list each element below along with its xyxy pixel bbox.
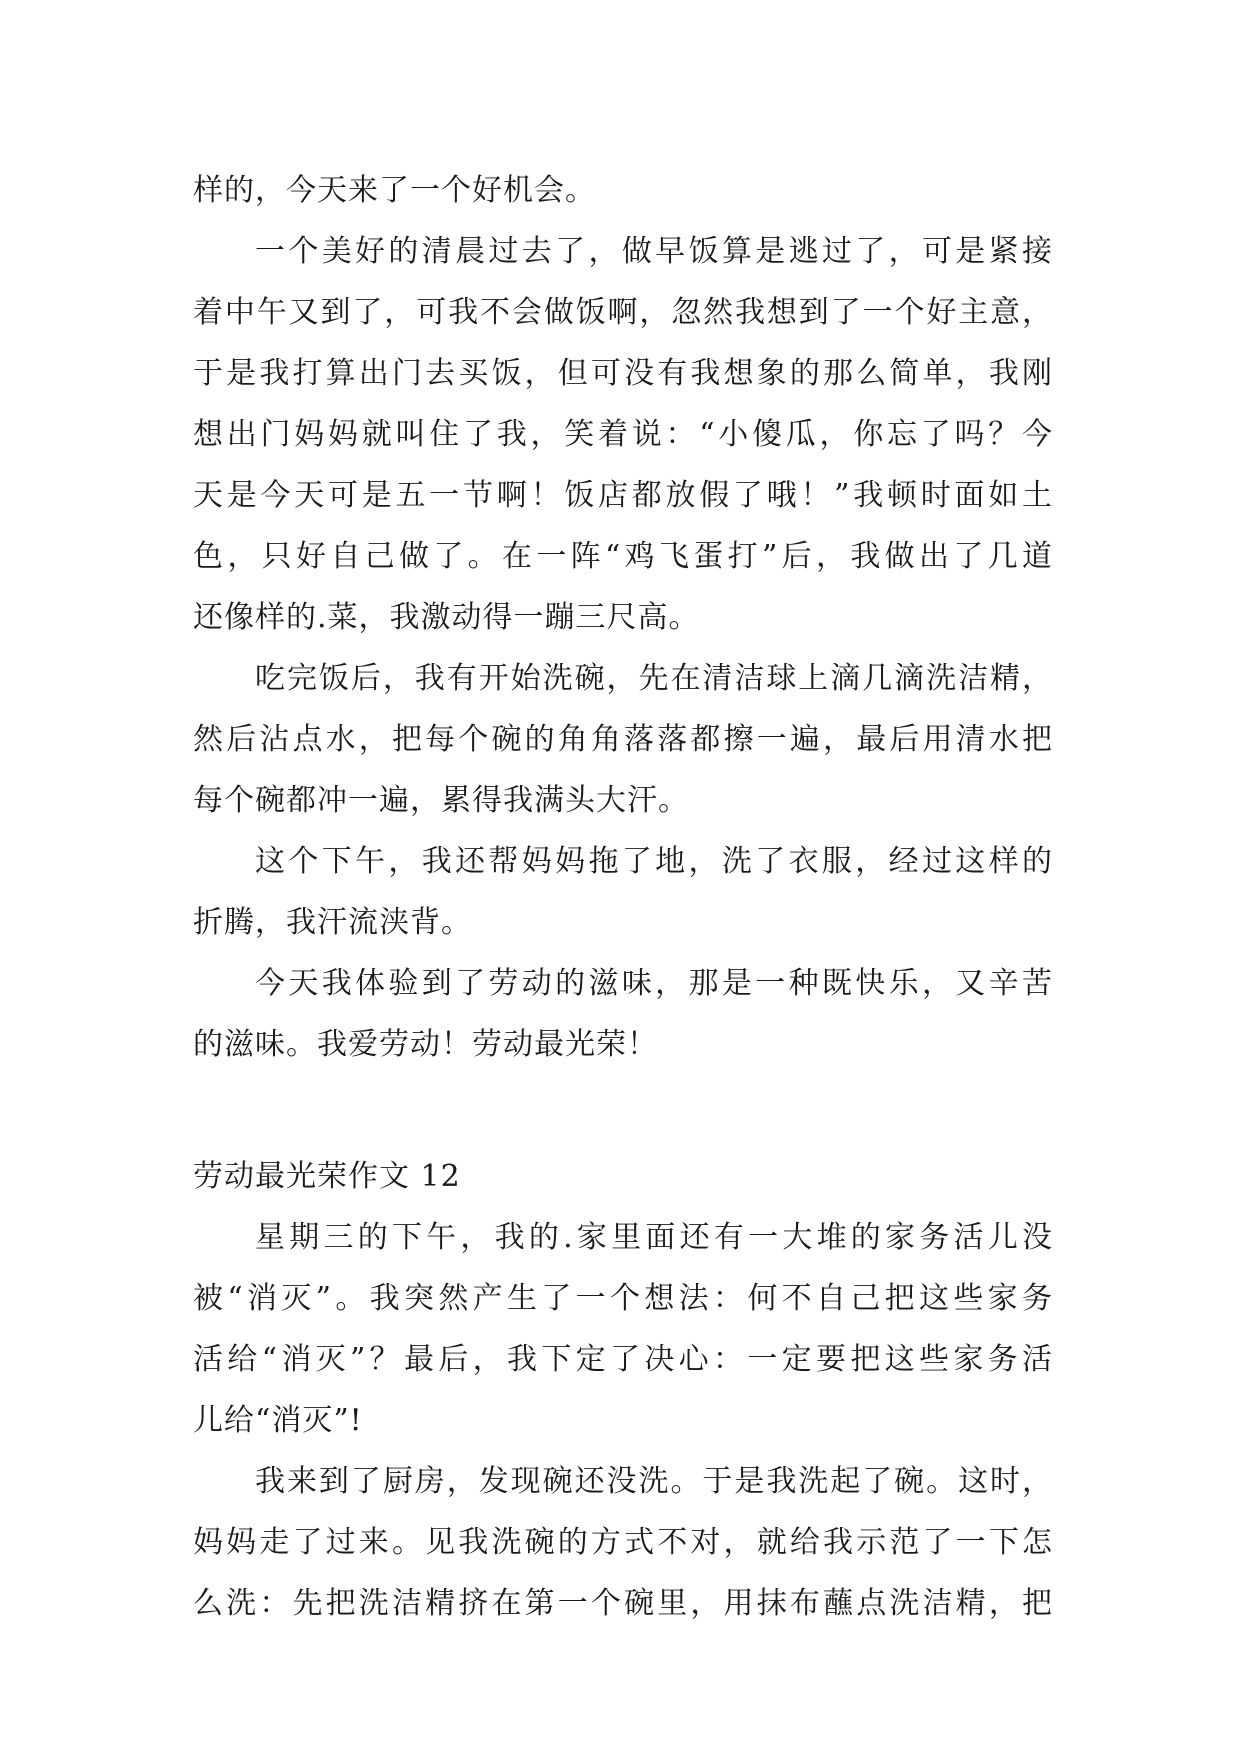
text-line: 么洗：先把洗洁精挤在第一个碗里，用抹布蘸点洗洁精，把 [193,1586,1053,1621]
text-line: 还像样的.菜，我激动得一蹦三尺高。 [193,600,700,635]
text-line: 这个下午，我还帮妈妈拖了地，洗了衣服，经过这样的 [255,844,1053,879]
text-line: 着中午又到了，可我不会做饭啊，忽然我想到了一个好主意， [193,295,1053,330]
text-line: 的滋味。我爱劳动！劳动最光荣！ [193,1027,658,1062]
text-line: 今天我体验到了劳动的滋味，那是一种既快乐，又辛苦 [255,966,1053,1001]
text-line: 儿给“消灭”! [193,1403,363,1438]
text-line: 想出门妈妈就叫住了我，笑着说：“小傻瓜，你忘了吗？今 [193,417,1053,452]
paragraph-block-1 [193,160,1053,1075]
text-line: 吃完饭后，我有开始洗碗，先在清洁球上滴几滴洗洁精， [255,661,1053,696]
text-line: 活给“消灭”？最后，我下定了决心：一定要把这些家务活 [193,1342,1053,1377]
text-line: 妈妈走了过来。见我洗碗的方式不对，就给我示范了一下怎 [193,1525,1053,1560]
text-line: 天是今天可是五一节啊！饭店都放假了哦！”我顿时面如土 [193,478,1053,513]
text-line: 被“消灭”。我突然产生了一个想法：何不自己把这些家务 [193,1281,1053,1316]
text-line: 星期三的下午，我的.家里面还有一大堆的家务活儿没 [255,1220,1053,1255]
paragraph-block-2 [193,1207,1053,1634]
text-line: 样的，今天来了一个好机会。 [193,173,596,208]
text-line: 每个碗都冲一遍，累得我满头大汗。 [193,783,689,818]
text-line: 我来到了厨房，发现碗还没洗。于是我洗起了碗。这时， [255,1464,1053,1499]
section-gap [193,1075,1053,1146]
text-line: 然后沾点水，把每个碗的角角落落都擦一遍，最后用清水把 [193,722,1053,757]
text-line: 于是我打算出门去买饭，但可没有我想象的那么简单，我刚 [193,356,1053,391]
section-heading: 劳动最光荣作文 12 [193,1159,461,1194]
text-line: 色，只好自己做了。在一阵“鸡飞蛋打”后，我做出了几道 [193,539,1053,574]
text-line: 一个美好的清晨过去了，做早饭算是逃过了，可是紧接 [255,234,1053,269]
document-page [193,160,1053,1634]
text-line: 折腾，我汗流浃背。 [193,905,472,940]
